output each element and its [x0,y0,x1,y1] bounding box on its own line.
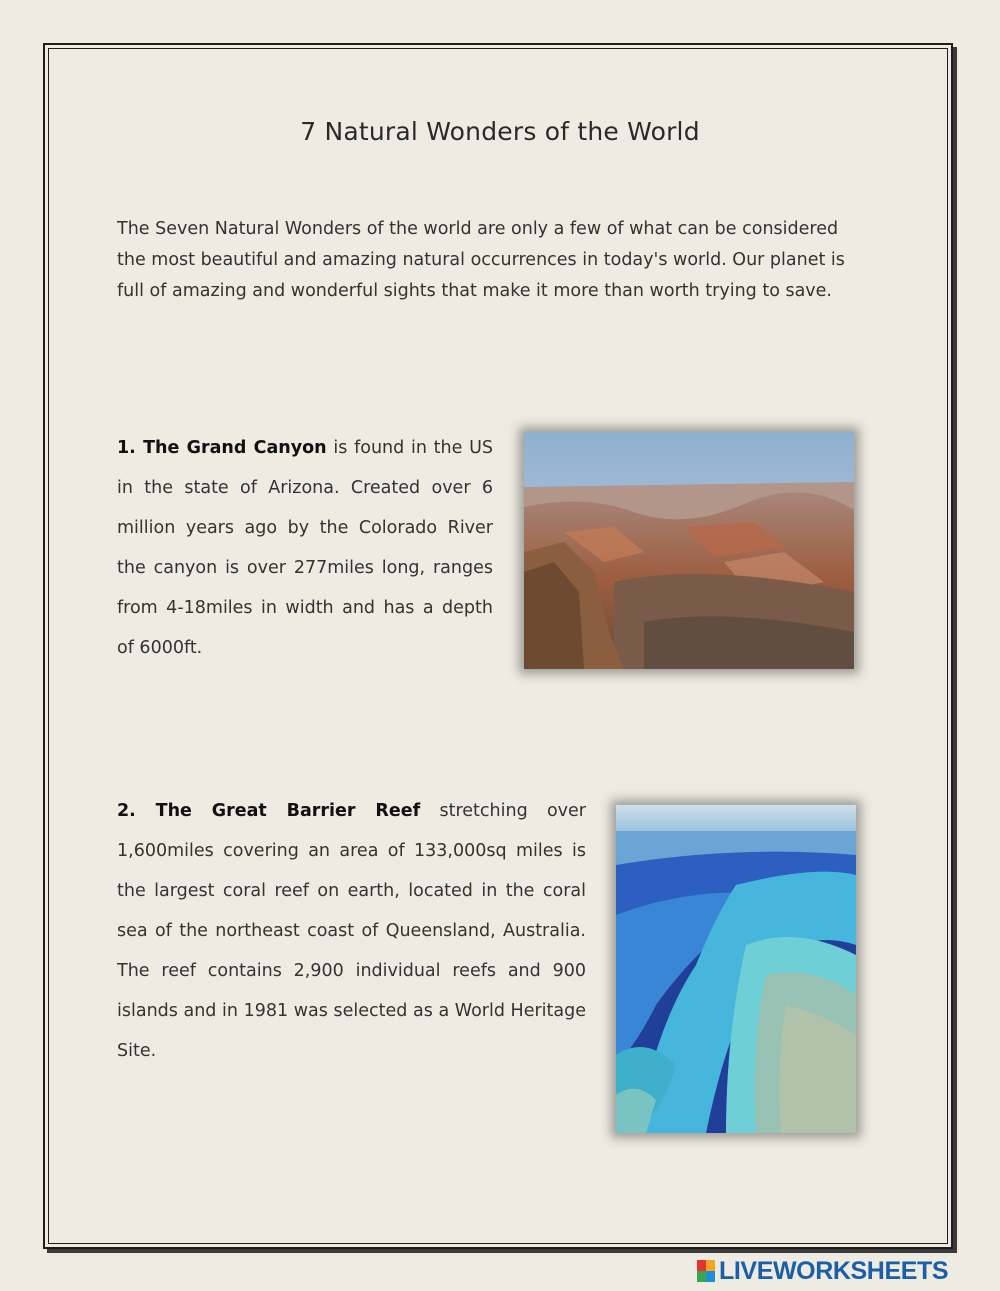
section-grand-canyon [117,428,493,668]
section-heading-great-barrier-reef: 2. The Great Barrier Reef [117,801,421,821]
grand-canyon-photo [524,432,854,669]
liveworksheets-logo[interactable] [697,1257,948,1285]
liveworksheets-logo-text: LIVEWORKSHEETS [719,1256,949,1285]
page-title: 7 Natural Wonders of the World [300,117,700,146]
intro-paragraph: The Seven Natural Wonders of the world are only a few of what can be considered the most beautiful and amazing natural occurrences in today's world. Our planet is full of amazing and wonderful sights that make it more than worth trying to save. [117,219,845,301]
section-body-great-barrier-reef: stretching over 1,600miles covering an area of 133,000sq miles is the largest coral reef on earth, located in the coral sea of the northeast coast of Queensland, Australia. The reef contains 2,900 individual reefs and 900 islands and in 1981 was selected as a World Heritage Site. [117,801,587,1061]
great-barrier-reef-photo [616,805,856,1133]
section-great-barrier-reef [117,791,586,1071]
section-heading-grand-canyon: 1. The Grand Canyon [117,438,327,458]
liveworksheets-logo-icon [697,1260,715,1282]
section-body-grand-canyon: is found in the US in the state of Arizona. Created over 6 million years ago by the Colorado River the canyon is over 277miles long, ranges from 4-18miles in width and has a depth of 6000ft. [117,438,494,658]
